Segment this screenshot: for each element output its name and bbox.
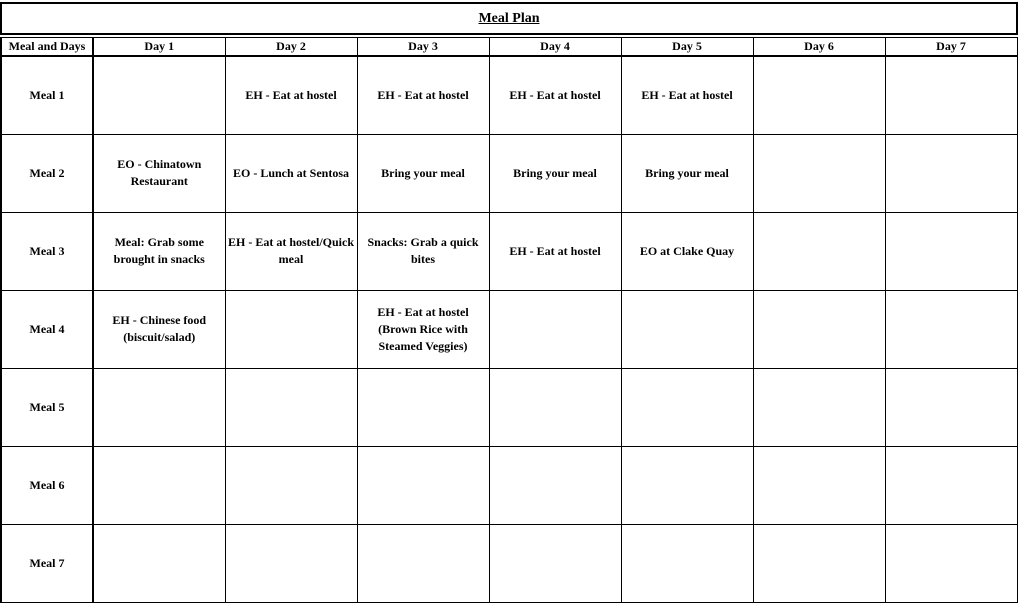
meal-cell[interactable] bbox=[357, 524, 489, 602]
meal-cell[interactable] bbox=[93, 524, 225, 602]
meal-cell[interactable] bbox=[621, 446, 753, 524]
meal-cell[interactable] bbox=[357, 368, 489, 446]
meal-cell[interactable] bbox=[885, 134, 1017, 212]
meal-cell[interactable] bbox=[357, 446, 489, 524]
meal-label-cell[interactable]: Meal 4 bbox=[1, 290, 93, 368]
meal-cell[interactable] bbox=[621, 368, 753, 446]
meal-cell[interactable] bbox=[753, 212, 885, 290]
meal-cell[interactable] bbox=[753, 446, 885, 524]
meal-cell[interactable]: EH - Eat at hostel (Brown Rice with Steamed Veggies) bbox=[357, 290, 489, 368]
meal-cell[interactable]: Bring your meal bbox=[621, 134, 753, 212]
meal-row bbox=[1, 134, 1017, 212]
meal-cell[interactable] bbox=[753, 290, 885, 368]
day-header-cell[interactable]: Day 3 bbox=[357, 38, 489, 57]
header-row bbox=[1, 38, 1017, 57]
meal-cell[interactable]: Meal: Grab some brought in snacks bbox=[93, 212, 225, 290]
meal-cell[interactable] bbox=[225, 524, 357, 602]
day-header-cell[interactable]: Day 5 bbox=[621, 38, 753, 57]
meal-cell[interactable]: EH - Eat at hostel bbox=[489, 56, 621, 134]
meal-cell[interactable] bbox=[885, 368, 1017, 446]
meal-cell[interactable] bbox=[621, 524, 753, 602]
meal-row bbox=[1, 212, 1017, 290]
meal-row bbox=[1, 524, 1017, 602]
sheet-title: Meal Plan bbox=[478, 10, 540, 26]
meal-cell[interactable]: EH - Eat at hostel bbox=[225, 56, 357, 134]
meal-cell[interactable] bbox=[753, 56, 885, 134]
meal-label-cell[interactable]: Meal 5 bbox=[1, 368, 93, 446]
meal-label-cell[interactable]: Meal 1 bbox=[1, 56, 93, 134]
meal-cell[interactable] bbox=[93, 56, 225, 134]
meal-cell[interactable]: Snacks: Grab a quick bites bbox=[357, 212, 489, 290]
meal-cell[interactable] bbox=[621, 290, 753, 368]
meal-cell[interactable] bbox=[885, 56, 1017, 134]
meal-cell[interactable] bbox=[885, 212, 1017, 290]
day-header-cell[interactable]: Day 7 bbox=[885, 38, 1017, 57]
meal-cell[interactable] bbox=[885, 524, 1017, 602]
meal-cell[interactable]: EH - Eat at hostel bbox=[489, 212, 621, 290]
meal-cell[interactable]: EH - Chinese food (biscuit/salad) bbox=[93, 290, 225, 368]
meal-cell[interactable]: EO - Lunch at Sentosa bbox=[225, 134, 357, 212]
meal-cell[interactable] bbox=[753, 524, 885, 602]
title-cell[interactable] bbox=[0, 2, 1018, 35]
corner-header-cell[interactable]: Meal and Days bbox=[1, 38, 93, 57]
day-header-cell[interactable]: Day 1 bbox=[93, 38, 225, 57]
meal-cell[interactable]: EH - Eat at hostel bbox=[357, 56, 489, 134]
meal-cell[interactable]: EO - Chinatown Restaurant bbox=[93, 134, 225, 212]
meal-cell[interactable] bbox=[225, 368, 357, 446]
meal-cell[interactable] bbox=[753, 134, 885, 212]
meal-label-cell[interactable]: Meal 6 bbox=[1, 446, 93, 524]
meal-cell[interactable] bbox=[489, 290, 621, 368]
day-header-cell[interactable]: Day 4 bbox=[489, 38, 621, 57]
meal-cell[interactable] bbox=[225, 446, 357, 524]
meal-cell[interactable]: Bring your meal bbox=[489, 134, 621, 212]
meal-label-cell[interactable]: Meal 2 bbox=[1, 134, 93, 212]
meal-row bbox=[1, 56, 1017, 134]
meal-cell[interactable] bbox=[489, 524, 621, 602]
day-header-cell[interactable]: Day 6 bbox=[753, 38, 885, 57]
day-header-cell[interactable]: Day 2 bbox=[225, 38, 357, 57]
meal-cell[interactable] bbox=[885, 446, 1017, 524]
meal-label-cell[interactable]: Meal 7 bbox=[1, 524, 93, 602]
meal-cell[interactable] bbox=[753, 368, 885, 446]
meal-cell[interactable]: Bring your meal bbox=[357, 134, 489, 212]
meal-row bbox=[1, 290, 1017, 368]
meal-row bbox=[1, 446, 1017, 524]
meal-cell[interactable] bbox=[93, 368, 225, 446]
meal-cell[interactable] bbox=[93, 446, 225, 524]
meal-row bbox=[1, 368, 1017, 446]
meal-plan-table bbox=[0, 37, 1018, 603]
meal-cell[interactable] bbox=[225, 290, 357, 368]
meal-label-cell[interactable]: Meal 3 bbox=[1, 212, 93, 290]
meal-cell[interactable]: EH - Eat at hostel bbox=[621, 56, 753, 134]
meal-cell[interactable] bbox=[489, 368, 621, 446]
meal-cell[interactable]: EO at Clake Quay bbox=[621, 212, 753, 290]
meal-cell[interactable] bbox=[885, 290, 1017, 368]
meal-cell[interactable] bbox=[489, 446, 621, 524]
meal-cell[interactable]: EH - Eat at hostel/Quick meal bbox=[225, 212, 357, 290]
